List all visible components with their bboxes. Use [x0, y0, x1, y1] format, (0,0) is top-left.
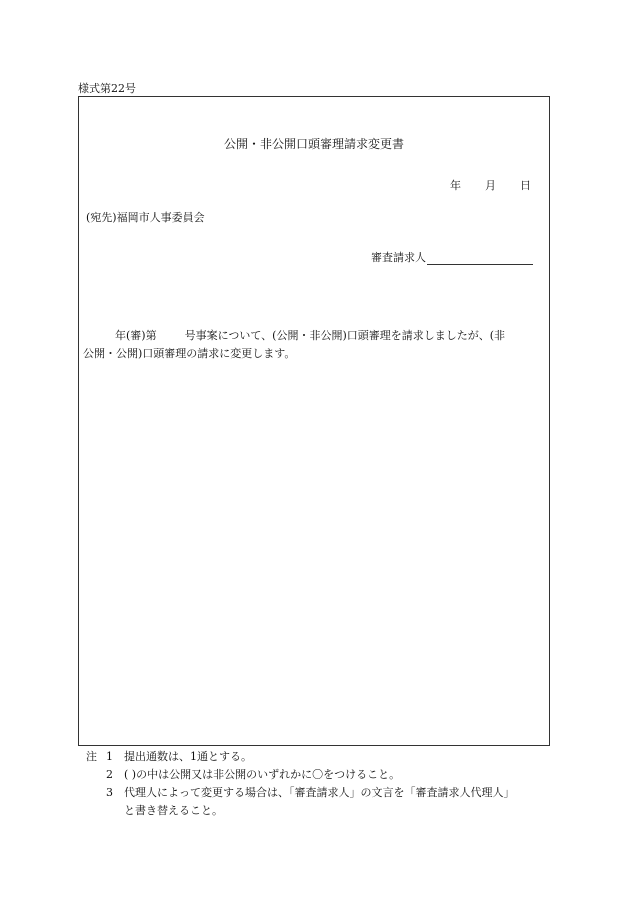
date-row — [450, 177, 531, 193]
statement-line1-b: 号事案について、(公開・非公開)口頭審理を請求しましたが、(非 — [184, 329, 506, 342]
statement-line1-a: 年(審)第 — [115, 329, 157, 342]
note-number: 2 — [106, 768, 113, 781]
note-text: ( )の中は公開又は非公開のいずれかに〇をつけること。 — [124, 768, 401, 781]
form-frame — [78, 96, 550, 746]
note-number: 3 — [106, 786, 113, 799]
addressee: (宛先)福岡市人事委員会 — [86, 211, 205, 224]
form-number: 様式第22号 — [78, 82, 136, 95]
note-item-3-continuation: と書き替えること。 — [124, 804, 223, 817]
date-year-label: 年 — [450, 179, 461, 192]
date-month-label: 月 — [485, 179, 496, 192]
note-text: 代理人によって変更する場合は、「審査請求人」の文言を「審査請求人代理人」 — [124, 786, 515, 799]
note-item-2 — [86, 766, 515, 784]
requester-label: 審査請求人 — [371, 251, 426, 264]
notes-section — [86, 748, 515, 820]
note-item-3 — [86, 784, 515, 802]
note-text: 提出通数は、1通とする。 — [124, 750, 252, 763]
request-statement — [83, 327, 543, 363]
note-number: 1 — [106, 750, 113, 763]
statement-line2: 公開・公開)口頭審理の請求に変更します。 — [83, 347, 296, 360]
requester-field — [371, 249, 533, 265]
document-title: 公開・非公開口頭審理請求変更書 — [223, 137, 404, 151]
notes-label: 注 — [86, 750, 97, 763]
requester-signature-line[interactable] — [427, 252, 533, 265]
note-item-1 — [86, 748, 515, 766]
date-day-label: 日 — [520, 179, 531, 192]
